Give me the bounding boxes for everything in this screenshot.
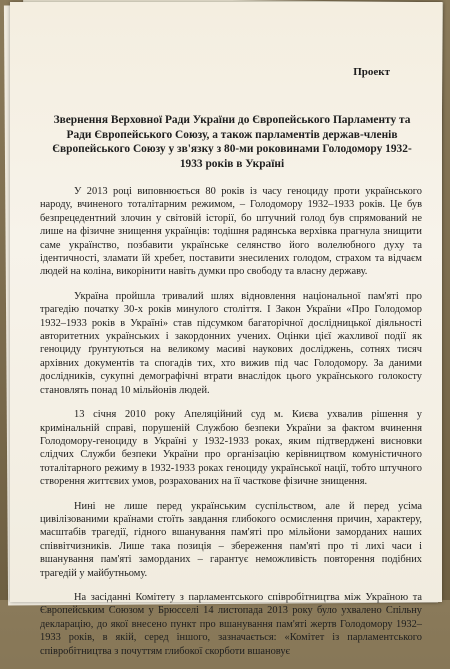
paragraph: Нині не лише перед українським суспільством, але й перед усіма цивілізованими країнами стоїть завдання глибокого осмислення причин, характеру, масштабів трагедії, гідного вшанування пам'яті про мільйони заморданих наших співвітчизників. Лише така позиція – збереження пам'яті про ті лихі часи і вшанування пам'яті заморданих – гарантує неможливість повторення подібних трагедій у майбутньому. bbox=[40, 500, 422, 579]
document-body bbox=[40, 185, 422, 669]
draft-label: Проект bbox=[353, 66, 390, 78]
paragraph: 13 січня 2010 року Апеляційний суд м. Києва ухвалив рішення у кримінальній справі, порушеній Службою безпеки України за фактом вчинення Голодомору-геноциду в Україні у 1932-1933 роках, яким підтверджені висновки слідчих Служби безпеки України про організацію керівництвом комуністичного тоталітарного режиму в 1932-1933 роках геноциду української нації, тобто штучного створення життєвих умов, розрахованих на її часткове фізичне знищення. bbox=[40, 409, 422, 488]
paragraph: Україна пройшла тривалий шлях відновлення національної пам'яті про трагедію початку 30-х років минулого століття. І Закон України «Про Голодомор 1932–1933 років в Україні» став підсумком багаторічної дослідницької діяльності авторитетних українських і закордонних учених. Оцінки цієї жахливої події як геноциду ґрунтуються на великому масиві наукових досліджень, сотнях тисяч архівних документів та спогадів тих, хто вижив під час Голодомору. За даними дослідників, сукупні демографічні втрати внаслідок цього українського голокосту становлять понад 10 мільйонів людей. bbox=[40, 290, 422, 396]
document-page bbox=[10, 2, 442, 657]
paragraph: У 2013 році виповнюється 80 років із часу геноциду проти українського народу, вчиненого тоталітарним режимом, – Голодомору 1932–1933 років. Це був безпрецедентний злочин у світовій історії, бо штучний голод був спрямований не лише на фізичне знищення українців: тодішня радянська верхівка прагнула знищити саме українство, позбавити українське селянство його волелюбного духу та ідентичності, зламати їй хребет, поставити знесилених голодом, страхом та відчаєм людей на коліна, викорінити навіть думки про свободу та власну державу. bbox=[40, 186, 422, 278]
document-title: Звернення Верховної Ради України до Європейського Парламенту та Ради Європейського Союзу, а також парламентів держав-членів Європейського Союзу у зв'язку з 80-ми роковинами Голодомору 1932-1933 років в Україні bbox=[52, 114, 412, 170]
paragraph: На засіданні Комітету з парламентського співробітництва між Україною та Європейським Союзом у Брюсселі 14 листопада 2013 року було ухвалено Спільну декларацію, до якої внесено пункт про вшанування пам'яті жертв Голодомору 1932–1933 років, в якій, серед іншого, зазначається: «Комітет із парламентського співробітництва з почуттям глибокої скорботи вшановує bbox=[40, 591, 422, 657]
